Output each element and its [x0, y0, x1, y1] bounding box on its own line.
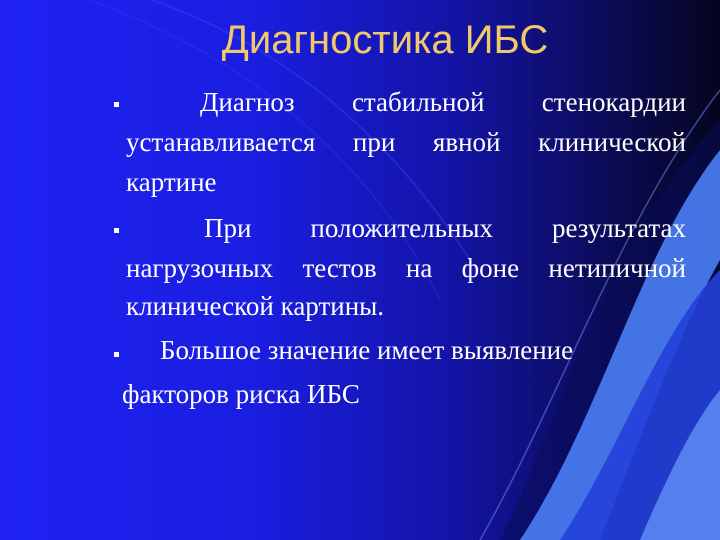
- bullet-3-line-1: Большое значение имеет выявление: [160, 335, 574, 365]
- bullet-2-line-2: нагрузочных тестов на фоне нетипичной: [126, 253, 686, 283]
- bullet-1-line-2: устанавливается при явной клинической: [126, 127, 686, 157]
- bullet-1-line-1: Диагноз стабильной стенокардии: [200, 87, 686, 117]
- bullet-2-line-3: клинической картины.: [126, 291, 385, 321]
- bullet-square-icon: [114, 228, 119, 233]
- bullet-3-line-2: факторов риска ИБС: [122, 379, 360, 409]
- bullet-1-line-3: картине: [126, 167, 217, 197]
- slide-title: Диагностика ИБС: [221, 18, 549, 62]
- bullet-2-line-1: При положительных результатах: [204, 213, 686, 243]
- bullet-square-icon: [114, 352, 119, 357]
- bullet-square-icon: [114, 102, 119, 107]
